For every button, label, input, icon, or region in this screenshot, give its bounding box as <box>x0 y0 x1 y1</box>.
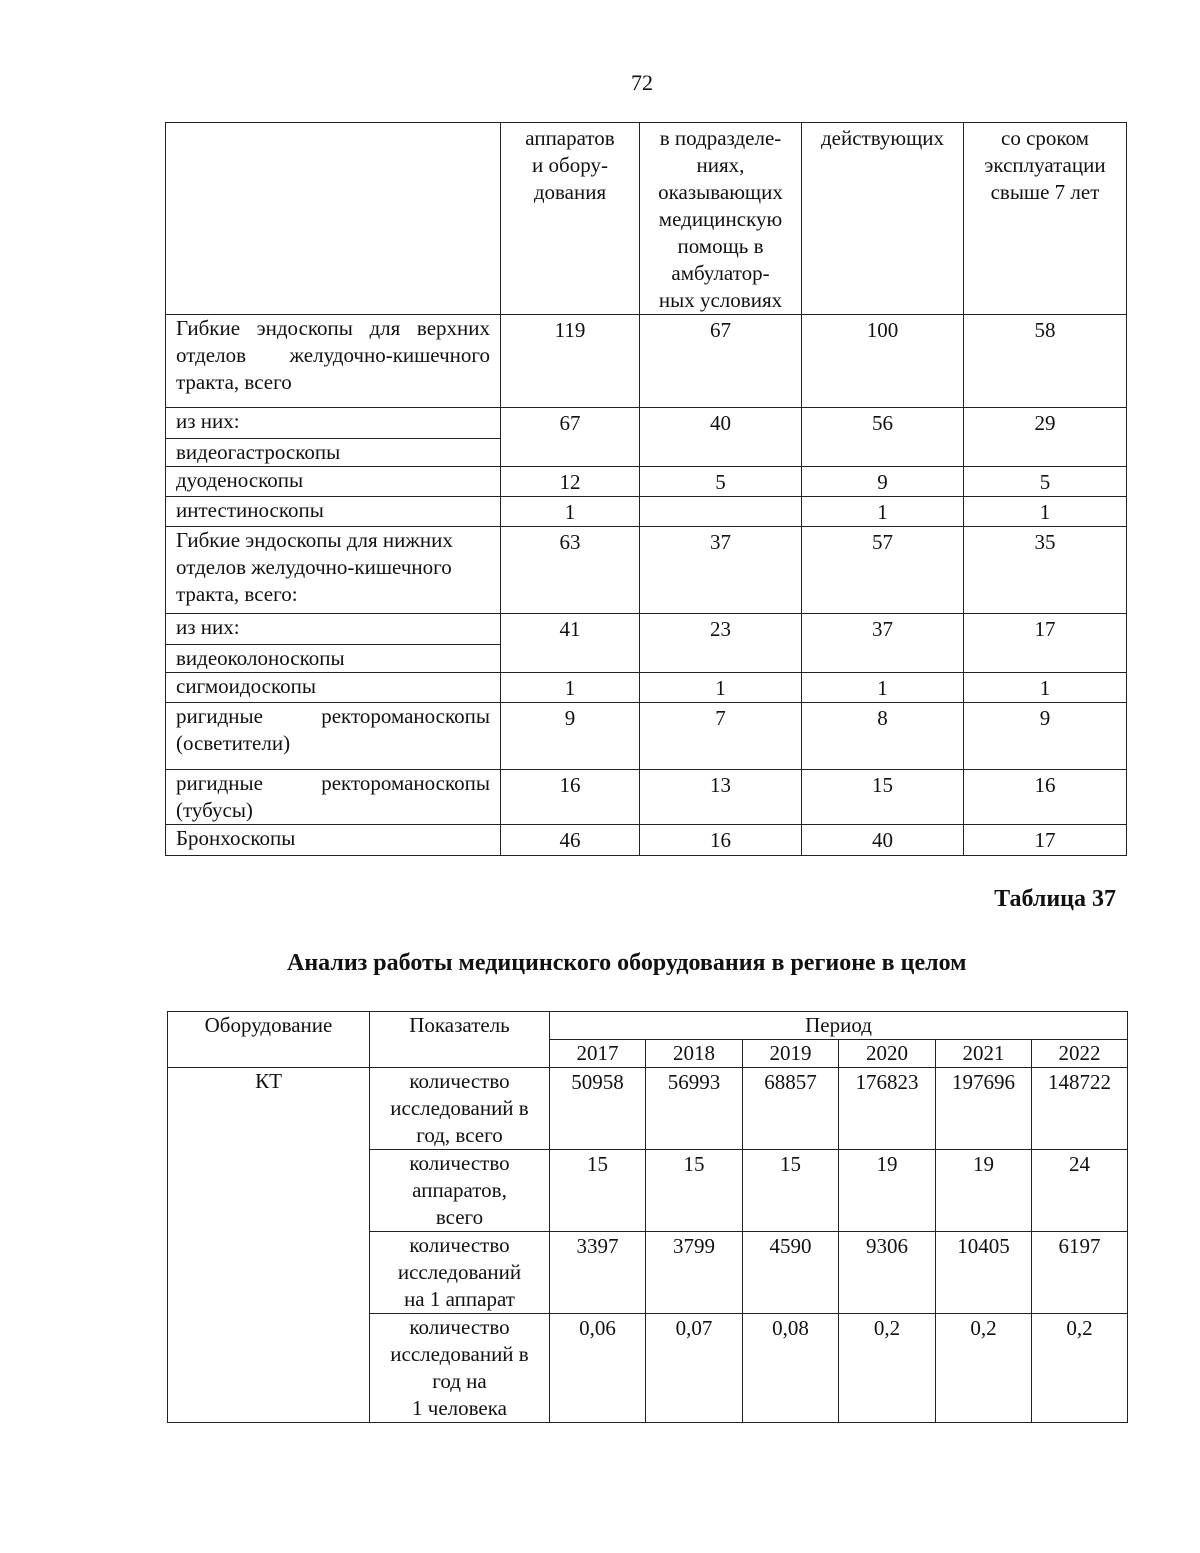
indicator-line: год, всего <box>416 1123 503 1147</box>
cell-value: 40 <box>802 825 964 856</box>
row-label: из них: <box>166 408 501 439</box>
header-year: 2021 <box>936 1040 1032 1068</box>
indicator-line: на 1 аппарат <box>404 1287 515 1311</box>
table-row <box>166 673 1127 703</box>
row-sublabel: видеоколоноскопы <box>166 645 501 673</box>
indicator-line: количество <box>409 1233 510 1257</box>
equipment-analysis-table <box>167 1011 1128 1423</box>
cell-value: 1 <box>964 673 1127 703</box>
cell-value: 3799 <box>646 1232 743 1314</box>
cell-value: 9306 <box>839 1232 936 1314</box>
cell-value: 9 <box>802 467 964 497</box>
cell-value: 15 <box>646 1150 743 1232</box>
table-header-row <box>168 1012 1128 1040</box>
row-label: Гибкие эндоскопы для верхних отделов желудочно-кишечного тракта, всего <box>166 315 501 408</box>
header-operating <box>802 123 964 315</box>
cell-value: 100 <box>802 315 964 408</box>
cell-value: 16 <box>640 825 802 856</box>
table-row <box>168 1068 1128 1150</box>
header-year: 2017 <box>550 1040 646 1068</box>
header-year: 2018 <box>646 1040 743 1068</box>
cell-value: 56 <box>802 408 964 467</box>
header-year: 2022 <box>1032 1040 1128 1068</box>
cell-value: 119 <box>501 315 640 408</box>
cell-value: 0,2 <box>1032 1314 1128 1423</box>
cell-value: 9 <box>964 703 1127 770</box>
header-line: аппаратов <box>525 126 615 150</box>
header-devices <box>501 123 640 315</box>
indicator-line: количество <box>409 1315 510 1339</box>
indicator-line: исследований в <box>390 1096 529 1120</box>
table-title: Анализ работы медицинского оборудования в регионе в целом <box>287 950 967 976</box>
row-label: ригидные ректороманоскопы (осветители) <box>166 703 501 770</box>
indicator-label <box>370 1150 550 1232</box>
cell-value: 0,2 <box>839 1314 936 1423</box>
cell-value: 1 <box>802 673 964 703</box>
cell-value: 0,2 <box>936 1314 1032 1423</box>
row-label: Гибкие эндоскопы для нижних отделов желудочно-кишечного тракта, всего: <box>166 527 501 614</box>
indicator-label <box>370 1068 550 1150</box>
cell-value: 15 <box>743 1150 839 1232</box>
table-row <box>166 497 1127 527</box>
header-equipment: Оборудование <box>168 1012 370 1068</box>
table-row <box>166 527 1127 614</box>
indicator-line: исследований <box>397 1260 522 1284</box>
equipment-name: КТ <box>168 1068 370 1423</box>
cell-value: 0,06 <box>550 1314 646 1423</box>
header-over-7-years <box>964 123 1127 315</box>
header-line: амбулатор- <box>671 261 770 285</box>
indicator-line: количество <box>409 1151 510 1175</box>
cell-value: 41 <box>501 614 640 673</box>
endoscopes-table <box>165 122 1127 856</box>
cell-value: 13 <box>640 770 802 825</box>
cell-value: 35 <box>964 527 1127 614</box>
cell-value: 16 <box>964 770 1127 825</box>
header-line: в подразделе- <box>659 126 782 150</box>
header-line: ных условиях <box>658 288 783 312</box>
cell-value: 17 <box>964 825 1127 856</box>
cell-value: 7 <box>640 703 802 770</box>
cell-value: 12 <box>501 467 640 497</box>
header-indicator: Показатель <box>370 1012 550 1068</box>
header-line: действующих <box>820 126 945 150</box>
header-outpatient <box>640 123 802 315</box>
header-line: оказывающих <box>658 180 783 204</box>
table-row <box>166 770 1127 825</box>
indicator-label <box>370 1314 550 1423</box>
header-period: Период <box>550 1012 1128 1040</box>
indicator-line: 1 человека <box>412 1396 507 1420</box>
cell-value: 1 <box>640 673 802 703</box>
cell-value: 46 <box>501 825 640 856</box>
cell-value: 0,08 <box>743 1314 839 1423</box>
row-label: Бронхоскопы <box>166 825 501 856</box>
cell-value: 23 <box>640 614 802 673</box>
cell-value: 4590 <box>743 1232 839 1314</box>
row-label: из них: <box>166 614 501 645</box>
header-line: дования <box>533 180 607 204</box>
cell-value: 15 <box>550 1150 646 1232</box>
table-row <box>166 315 1127 408</box>
cell-value: 1 <box>501 673 640 703</box>
cell-value: 63 <box>501 527 640 614</box>
header-line: эксплуатации <box>984 153 1106 177</box>
cell-value: 10405 <box>936 1232 1032 1314</box>
cell-value: 57 <box>802 527 964 614</box>
page-number: 72 <box>631 70 653 95</box>
cell-value: 1 <box>802 497 964 527</box>
cell-value: 56993 <box>646 1068 743 1150</box>
row-sublabel: видеогастроскопы <box>166 439 501 467</box>
cell-value: 148722 <box>1032 1068 1128 1150</box>
indicator-line: исследований в <box>390 1342 529 1366</box>
table-row <box>166 703 1127 770</box>
cell-value: 9 <box>501 703 640 770</box>
cell-value: 16 <box>501 770 640 825</box>
cell-value: 6197 <box>1032 1232 1128 1314</box>
row-label: сигмоидоскопы <box>166 673 501 703</box>
cell-value: 37 <box>802 614 964 673</box>
row-label: интестиноскопы <box>166 497 501 527</box>
row-label: дуоденоскопы <box>166 467 501 497</box>
table-row <box>166 408 1127 439</box>
cell-value: 3397 <box>550 1232 646 1314</box>
cell-value: 197696 <box>936 1068 1032 1150</box>
indicator-label <box>370 1232 550 1314</box>
cell-value: 24 <box>1032 1150 1128 1232</box>
cell-value: 19 <box>839 1150 936 1232</box>
indicator-line: количество <box>409 1069 510 1093</box>
cell-value: 67 <box>640 315 802 408</box>
cell-value: 1 <box>964 497 1127 527</box>
indicator-line: всего <box>435 1205 484 1229</box>
header-line: и обору- <box>532 153 608 177</box>
table-header-row <box>166 123 1127 315</box>
cell-value: 1 <box>501 497 640 527</box>
table-caption: Таблица 37 <box>994 886 1116 912</box>
cell-value: 5 <box>964 467 1127 497</box>
cell-value: 8 <box>802 703 964 770</box>
cell-value: 29 <box>964 408 1127 467</box>
cell-value: 50958 <box>550 1068 646 1150</box>
cell-value: 19 <box>936 1150 1032 1232</box>
row-label: ригидные ректороманоскопы (тубусы) <box>166 770 501 825</box>
cell-value: 68857 <box>743 1068 839 1150</box>
cell-value: 17 <box>964 614 1127 673</box>
cell-value: 0,07 <box>646 1314 743 1423</box>
cell-value: 176823 <box>839 1068 936 1150</box>
table-row <box>166 614 1127 645</box>
header-line: помощь в <box>677 234 764 258</box>
table-row <box>166 467 1127 497</box>
table-row <box>166 825 1127 856</box>
indicator-line: аппаратов, <box>412 1178 507 1202</box>
cell-value: 5 <box>640 467 802 497</box>
header-line: свыше 7 лет <box>990 180 1100 204</box>
header-empty-cell <box>166 123 501 315</box>
cell-value: 67 <box>501 408 640 467</box>
cell-value <box>640 497 802 527</box>
cell-value: 37 <box>640 527 802 614</box>
cell-value: 58 <box>964 315 1127 408</box>
header-year: 2020 <box>839 1040 936 1068</box>
header-line: ниях, <box>696 153 745 177</box>
header-line: со сроком <box>1001 126 1089 150</box>
cell-value: 15 <box>802 770 964 825</box>
cell-value: 40 <box>640 408 802 467</box>
header-year: 2019 <box>743 1040 839 1068</box>
indicator-line: год на <box>432 1369 487 1393</box>
header-line: медицинскую <box>658 207 783 231</box>
